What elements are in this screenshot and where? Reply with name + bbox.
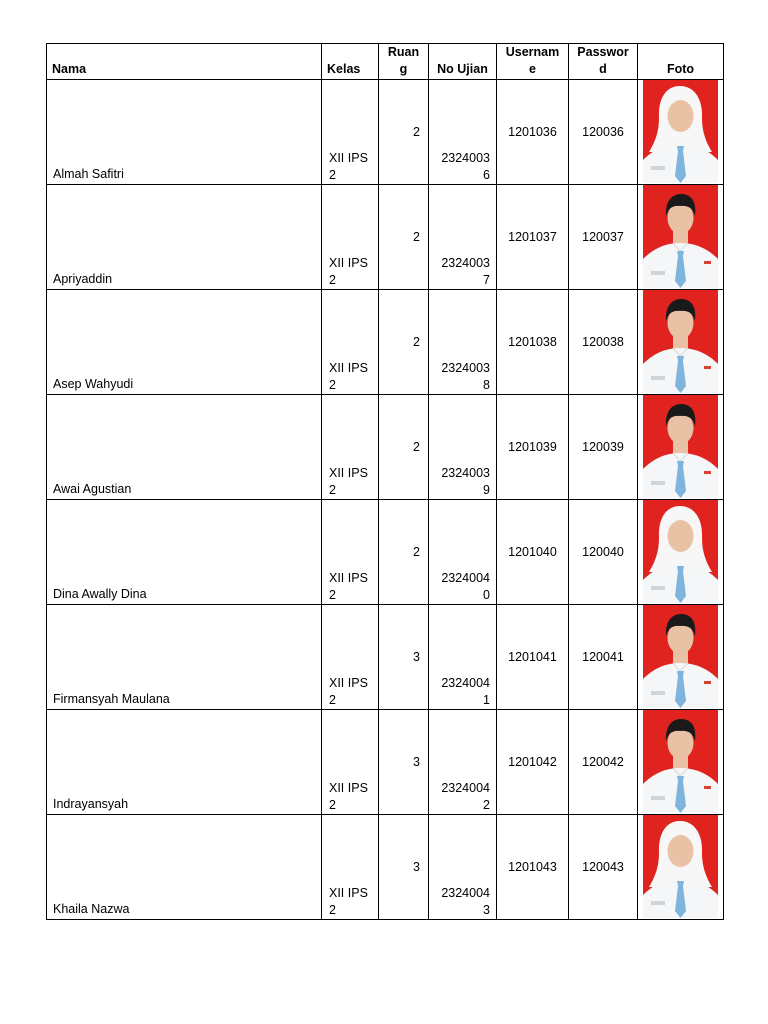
no-ujian-line-2: 1 xyxy=(483,693,490,707)
cell-foto xyxy=(638,815,724,920)
cell-password: 120041 xyxy=(569,605,638,710)
kelas-line-2: 2 xyxy=(329,798,336,812)
cell-ruang: 2 xyxy=(379,500,429,605)
no-ujian-line-1: 2324003 xyxy=(441,256,490,270)
kelas-line-2: 2 xyxy=(329,483,336,497)
cell-nama: Asep Wahyudi xyxy=(47,290,322,395)
cell-password: 120042 xyxy=(569,710,638,815)
cell-no-ujian xyxy=(429,815,497,920)
header-nama: Nama xyxy=(47,44,322,80)
cell-ruang: 3 xyxy=(379,605,429,710)
no-ujian-line-2: 2 xyxy=(483,798,490,812)
cell-no-ujian xyxy=(429,500,497,605)
header-no-ujian: No Ujian xyxy=(429,44,497,80)
kelas-line-1: XII IPS xyxy=(329,886,368,900)
cell-password: 120038 xyxy=(569,290,638,395)
cell-kelas xyxy=(322,605,379,710)
table-row xyxy=(47,80,724,185)
cell-foto xyxy=(638,605,724,710)
no-ujian-line-2: 3 xyxy=(483,903,490,917)
cell-nama: Firmansyah Maulana xyxy=(47,605,322,710)
kelas-line-2: 2 xyxy=(329,378,336,392)
header-password xyxy=(569,44,638,80)
table-row xyxy=(47,605,724,710)
cell-password: 120039 xyxy=(569,395,638,500)
cell-password: 120040 xyxy=(569,500,638,605)
header-password-text: Passwor d xyxy=(577,45,629,76)
cell-nama: Khaila Nazwa xyxy=(47,815,322,920)
kelas-line-1: XII IPS xyxy=(329,571,368,585)
table-row xyxy=(47,500,724,605)
cell-kelas xyxy=(322,500,379,605)
cell-username: 1201038 xyxy=(497,290,569,395)
student-photo-male xyxy=(643,710,718,813)
kelas-line-2: 2 xyxy=(329,903,336,917)
cell-no-ujian xyxy=(429,185,497,290)
exam-participant-table xyxy=(46,43,724,920)
no-ujian-line-2: 6 xyxy=(483,168,490,182)
cell-foto xyxy=(638,710,724,815)
header-ruang-text: Ruan g xyxy=(387,45,420,76)
cell-nama: Indrayansyah xyxy=(47,710,322,815)
table-body xyxy=(47,80,724,920)
no-ujian-line-2: 8 xyxy=(483,378,490,392)
cell-password: 120037 xyxy=(569,185,638,290)
no-ujian-line-2: 7 xyxy=(483,273,490,287)
cell-username: 1201041 xyxy=(497,605,569,710)
kelas-line-1: XII IPS xyxy=(329,151,368,165)
cell-ruang: 3 xyxy=(379,710,429,815)
student-photo-female xyxy=(643,815,718,918)
no-ujian-line-1: 2324004 xyxy=(441,886,490,900)
cell-kelas xyxy=(322,815,379,920)
cell-ruang: 2 xyxy=(379,80,429,185)
cell-kelas xyxy=(322,80,379,185)
kelas-line-1: XII IPS xyxy=(329,361,368,375)
table-header-row xyxy=(47,44,724,80)
no-ujian-line-1: 2324003 xyxy=(441,361,490,375)
header-username-text: Usernam e xyxy=(505,45,560,76)
cell-foto xyxy=(638,80,724,185)
kelas-line-1: XII IPS xyxy=(329,256,368,270)
no-ujian-line-1: 2324004 xyxy=(441,781,490,795)
cell-nama: Dina Awally Dina xyxy=(47,500,322,605)
cell-foto xyxy=(638,500,724,605)
kelas-line-1: XII IPS xyxy=(329,466,368,480)
cell-no-ujian xyxy=(429,80,497,185)
no-ujian-line-1: 2324004 xyxy=(441,676,490,690)
cell-no-ujian xyxy=(429,395,497,500)
cell-ruang: 2 xyxy=(379,185,429,290)
cell-foto xyxy=(638,395,724,500)
no-ujian-line-1: 2324003 xyxy=(441,151,490,165)
kelas-line-2: 2 xyxy=(329,168,336,182)
cell-no-ujian xyxy=(429,290,497,395)
no-ujian-line-2: 9 xyxy=(483,483,490,497)
student-photo-male xyxy=(643,185,718,288)
cell-ruang: 2 xyxy=(379,395,429,500)
cell-ruang: 3 xyxy=(379,815,429,920)
cell-username: 1201043 xyxy=(497,815,569,920)
table-row xyxy=(47,815,724,920)
cell-kelas xyxy=(322,185,379,290)
kelas-line-1: XII IPS xyxy=(329,781,368,795)
cell-password: 120036 xyxy=(569,80,638,185)
cell-password: 120043 xyxy=(569,815,638,920)
cell-nama: Almah Safitri xyxy=(47,80,322,185)
cell-no-ujian xyxy=(429,710,497,815)
student-photo-female xyxy=(643,80,718,183)
header-foto: Foto xyxy=(638,44,724,80)
cell-username: 1201039 xyxy=(497,395,569,500)
header-ruang xyxy=(379,44,429,80)
cell-ruang: 2 xyxy=(379,290,429,395)
cell-username: 1201040 xyxy=(497,500,569,605)
student-photo-male xyxy=(643,290,718,393)
student-photo-male xyxy=(643,605,718,708)
table-row xyxy=(47,395,724,500)
cell-username: 1201042 xyxy=(497,710,569,815)
cell-nama: Awai Agustian xyxy=(47,395,322,500)
cell-username: 1201036 xyxy=(497,80,569,185)
no-ujian-line-2: 0 xyxy=(483,588,490,602)
table-row xyxy=(47,710,724,815)
header-kelas: Kelas xyxy=(322,44,379,80)
kelas-line-2: 2 xyxy=(329,273,336,287)
student-photo-female xyxy=(643,500,718,603)
kelas-line-1: XII IPS xyxy=(329,676,368,690)
cell-foto xyxy=(638,290,724,395)
cell-foto xyxy=(638,185,724,290)
cell-kelas xyxy=(322,290,379,395)
cell-kelas xyxy=(322,710,379,815)
table-row xyxy=(47,290,724,395)
header-username xyxy=(497,44,569,80)
cell-nama: Apriyaddin xyxy=(47,185,322,290)
cell-no-ujian xyxy=(429,605,497,710)
cell-username: 1201037 xyxy=(497,185,569,290)
student-photo-male xyxy=(643,395,718,498)
no-ujian-line-1: 2324003 xyxy=(441,466,490,480)
table-row xyxy=(47,185,724,290)
kelas-line-2: 2 xyxy=(329,588,336,602)
kelas-line-2: 2 xyxy=(329,693,336,707)
cell-kelas xyxy=(322,395,379,500)
no-ujian-line-1: 2324004 xyxy=(441,571,490,585)
